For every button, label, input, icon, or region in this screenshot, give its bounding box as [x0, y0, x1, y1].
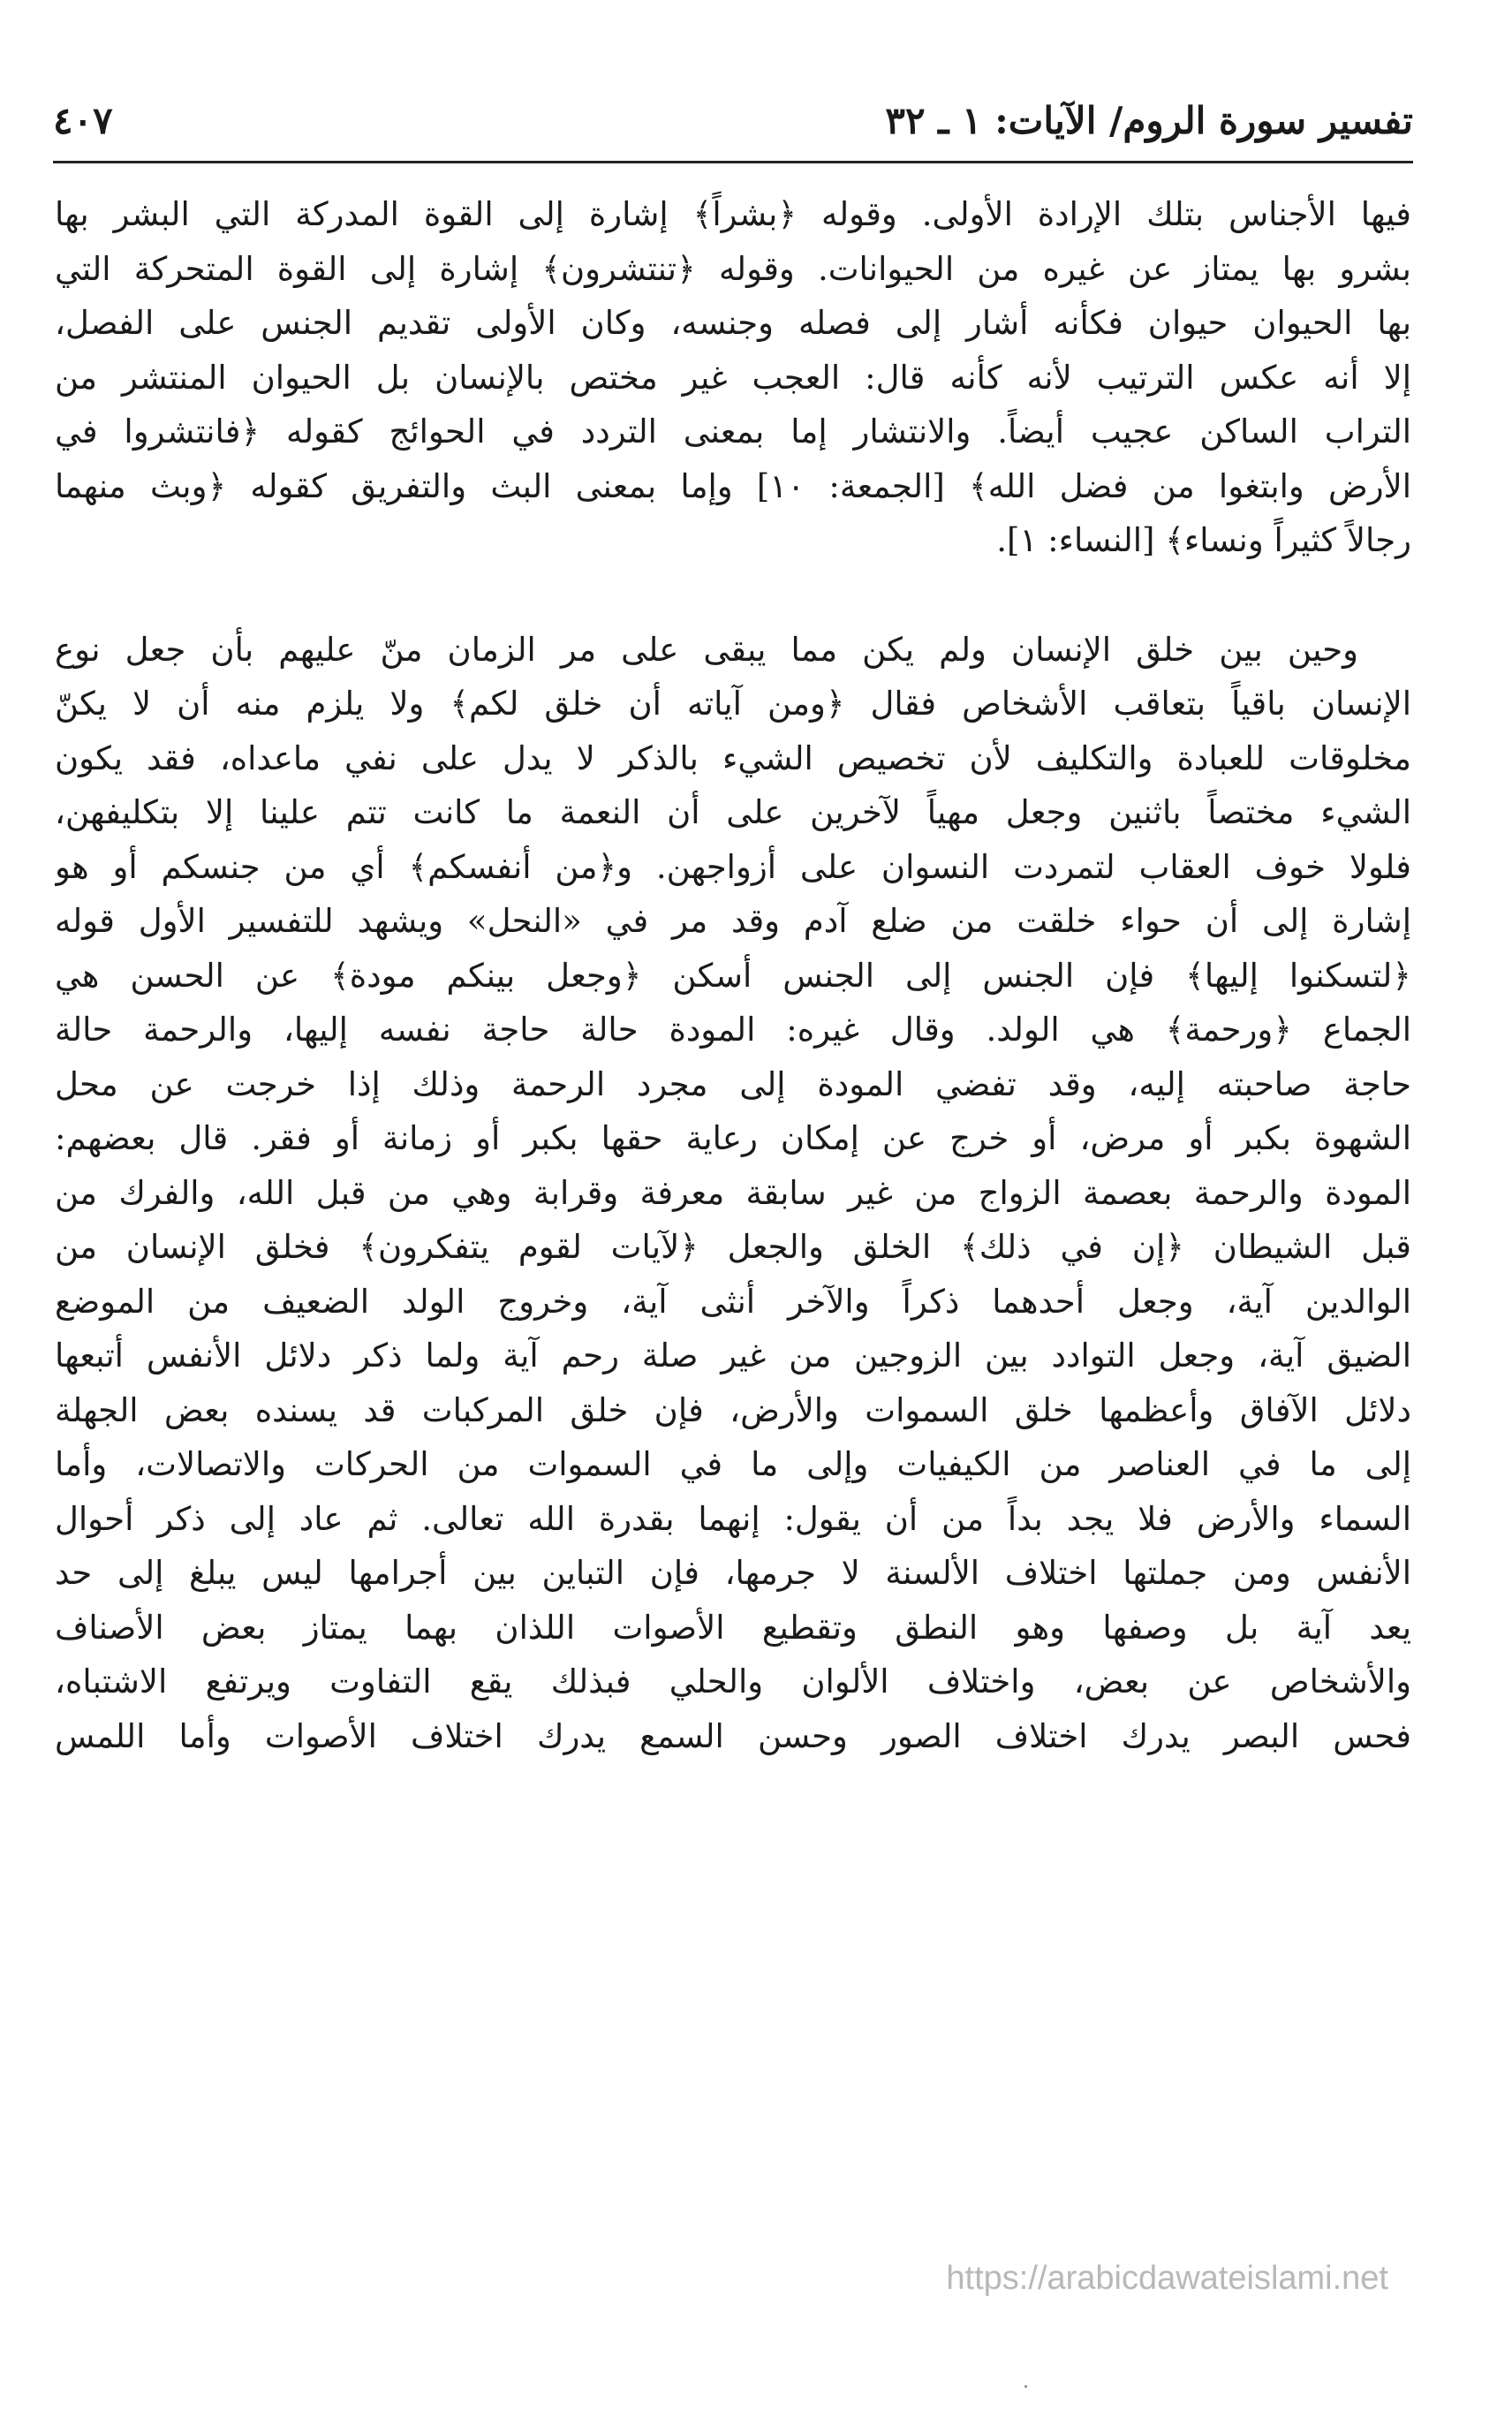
text-line: دلائل الآفاق وأعظمها خلق السموات والأرض، فإن خلق المركبات قد يسنده بعض الجهلة	[55, 1390, 1411, 1429]
text-line: فلولا خوف العقاب لتمردت النسوان على أزواجهن. و﴿من أنفسكم﴾ أي من جنسكم أو هو	[55, 847, 1411, 886]
text-line: الإنسان باقياً بتعاقب الأشخاص فقال ﴿ومن آياته أن خلق لكم﴾ ولا يلزم منه أن لا يكنّ	[55, 685, 1411, 723]
website-watermark: https://arabicdawateislami.net	[946, 2260, 1388, 2297]
page-number: ٤٠٧	[53, 99, 113, 142]
text-line: الشهوة بكبر أو مرض، أو خرج عن إمكان رعاية حقها بكبر أو زمانة أو فقر. قال بعضهم:	[55, 1119, 1411, 1157]
text-line: فيها الأجناس بتلك الإرادة الأولى. وقوله ﴿بشراً﴾ إشارة إلى القوة المدركة التي البشر بها	[55, 195, 1411, 233]
text-line: رجالاً كثيراً ونساء﴾ [النساء: ١].	[996, 521, 1411, 559]
paragraph-1	[55, 187, 1411, 568]
text-line: ﴿لتسكنوا إليها﴾ فإن الجنس إلى الجنس أسكن ﴿وجعل بينكم مودة﴾ عن الحسن هي	[55, 956, 1411, 995]
text-line: الوالدين آية، وجعل أحدهما ذكراً والآخر أنثى آية، وخروج الولد الضعيف من الموضع	[55, 1282, 1411, 1321]
text-line: بشرو بها يمتاز عن غيره من الحيوانات. وقوله ﴿تنتشرون﴾ إشارة إلى القوة المتحركة التي	[55, 249, 1411, 288]
page-body	[55, 187, 1411, 1763]
text-line: الأرض وابتغوا من فضل الله﴾ [الجمعة: ١٠] وإما بمعنى البث والتفريق كقوله ﴿وبث منهما	[55, 466, 1411, 505]
text-line: الضيق آية، وجعل التوادد بين الزوجين من غير صلة رحم آية ولما ذكر دلائل الأنفس أتبعها	[55, 1337, 1411, 1375]
text-line: قبل الشيطان ﴿إن في ذلك﴾ الخلق والجعل ﴿لآيات لقوم يتفكرون﴾ فخلق الإنسان من	[55, 1228, 1411, 1266]
running-title: تفسير سورة الروم/ الآيات: ١ ـ ٣٢	[885, 99, 1413, 142]
text-line: والأشخاص عن بعض، واختلاف الألوان والحلي فبذلك يقع التفاوت ويرتفع الاشتباه،	[55, 1663, 1411, 1701]
text-line: السماء والأرض فلا يجد بداً من أن يقول: إنهما بقدرة الله تعالى. ثم عاد إلى ذكر أحوال	[55, 1499, 1411, 1538]
text-line: الأنفس ومن جملتها اختلاف الألسنة لا جرمها، فإن التباين بين أجرامها ليس يبلغ إلى حد	[55, 1554, 1411, 1592]
text-line: المودة والرحمة بعصمة الزواج من غير سابقة معرفة وقرابة وهي من قبل الله، والفرك من	[55, 1173, 1411, 1212]
text-line: بها الحيوان حيوان فكأنه أشار إلى فصله وجنسه، وكان الأولى تقديم الجنس على الفصل،	[55, 304, 1411, 342]
text-line: إلا أنه عكس الترتيب لأنه كأنه قال: العجب غير مختص بالإنسان بل الحيوان المنتشر من	[55, 358, 1411, 397]
text-line: التراب الساكن عجيب أيضاً. والانتشار إما بمعنى التردد في الحوائج كقوله ﴿فانتشروا في	[55, 413, 1411, 451]
text-line: فحس البصر يدرك اختلاف الصور وحسن السمع يدرك اختلاف الأصوات وأما اللمس	[55, 1716, 1411, 1755]
text-line: مخلوقات للعبادة والتكليف لأن تخصيص الشيء بالذكر لا يدل على نفي ماعداه، فقد يكون	[55, 739, 1411, 777]
text-line: إلى ما في العناصر من الكيفيات وإلى ما في السموات من الحركات والاتصالات، وأما	[55, 1445, 1411, 1483]
text-line: الجماع ﴿ورحمة﴾ هي الولد. وقال غيره: المودة حالة حاجة نفسه إليها، والرحمة حالة	[55, 1011, 1411, 1049]
text-line: حاجة صاحبته إليه، وقد تفضي المودة إلى مجرد الرحمة وذلك إذا خرجت عن محل	[55, 1064, 1411, 1103]
scan-speck	[1024, 2385, 1027, 2388]
text-line: إشارة إلى أن حواء خلقت من ضلع آدم وقد مر في «النحل» ويشهد للتفسير الأول قوله	[55, 902, 1411, 940]
text-line: الشيء مختصاً باثنين وجعل مهياً لآخرين على أن النعمة ما كانت تتم علينا إلا بتكليفهن،	[55, 793, 1411, 831]
text-line: يعد آية بل وصفها وهو النطق وتقطيع الأصوات اللذان بهما يمتاز بعض الأصناف	[55, 1608, 1411, 1647]
text-line: وحين بين خلق الإنسان ولم يكن مما يبقى على مر الزمان منّ عليهم بأن جعل نوع	[55, 630, 1358, 669]
page-header	[53, 99, 1413, 163]
header-divider	[53, 161, 1413, 163]
paragraph-2	[55, 623, 1411, 1764]
paragraph-gap	[55, 568, 1411, 623]
